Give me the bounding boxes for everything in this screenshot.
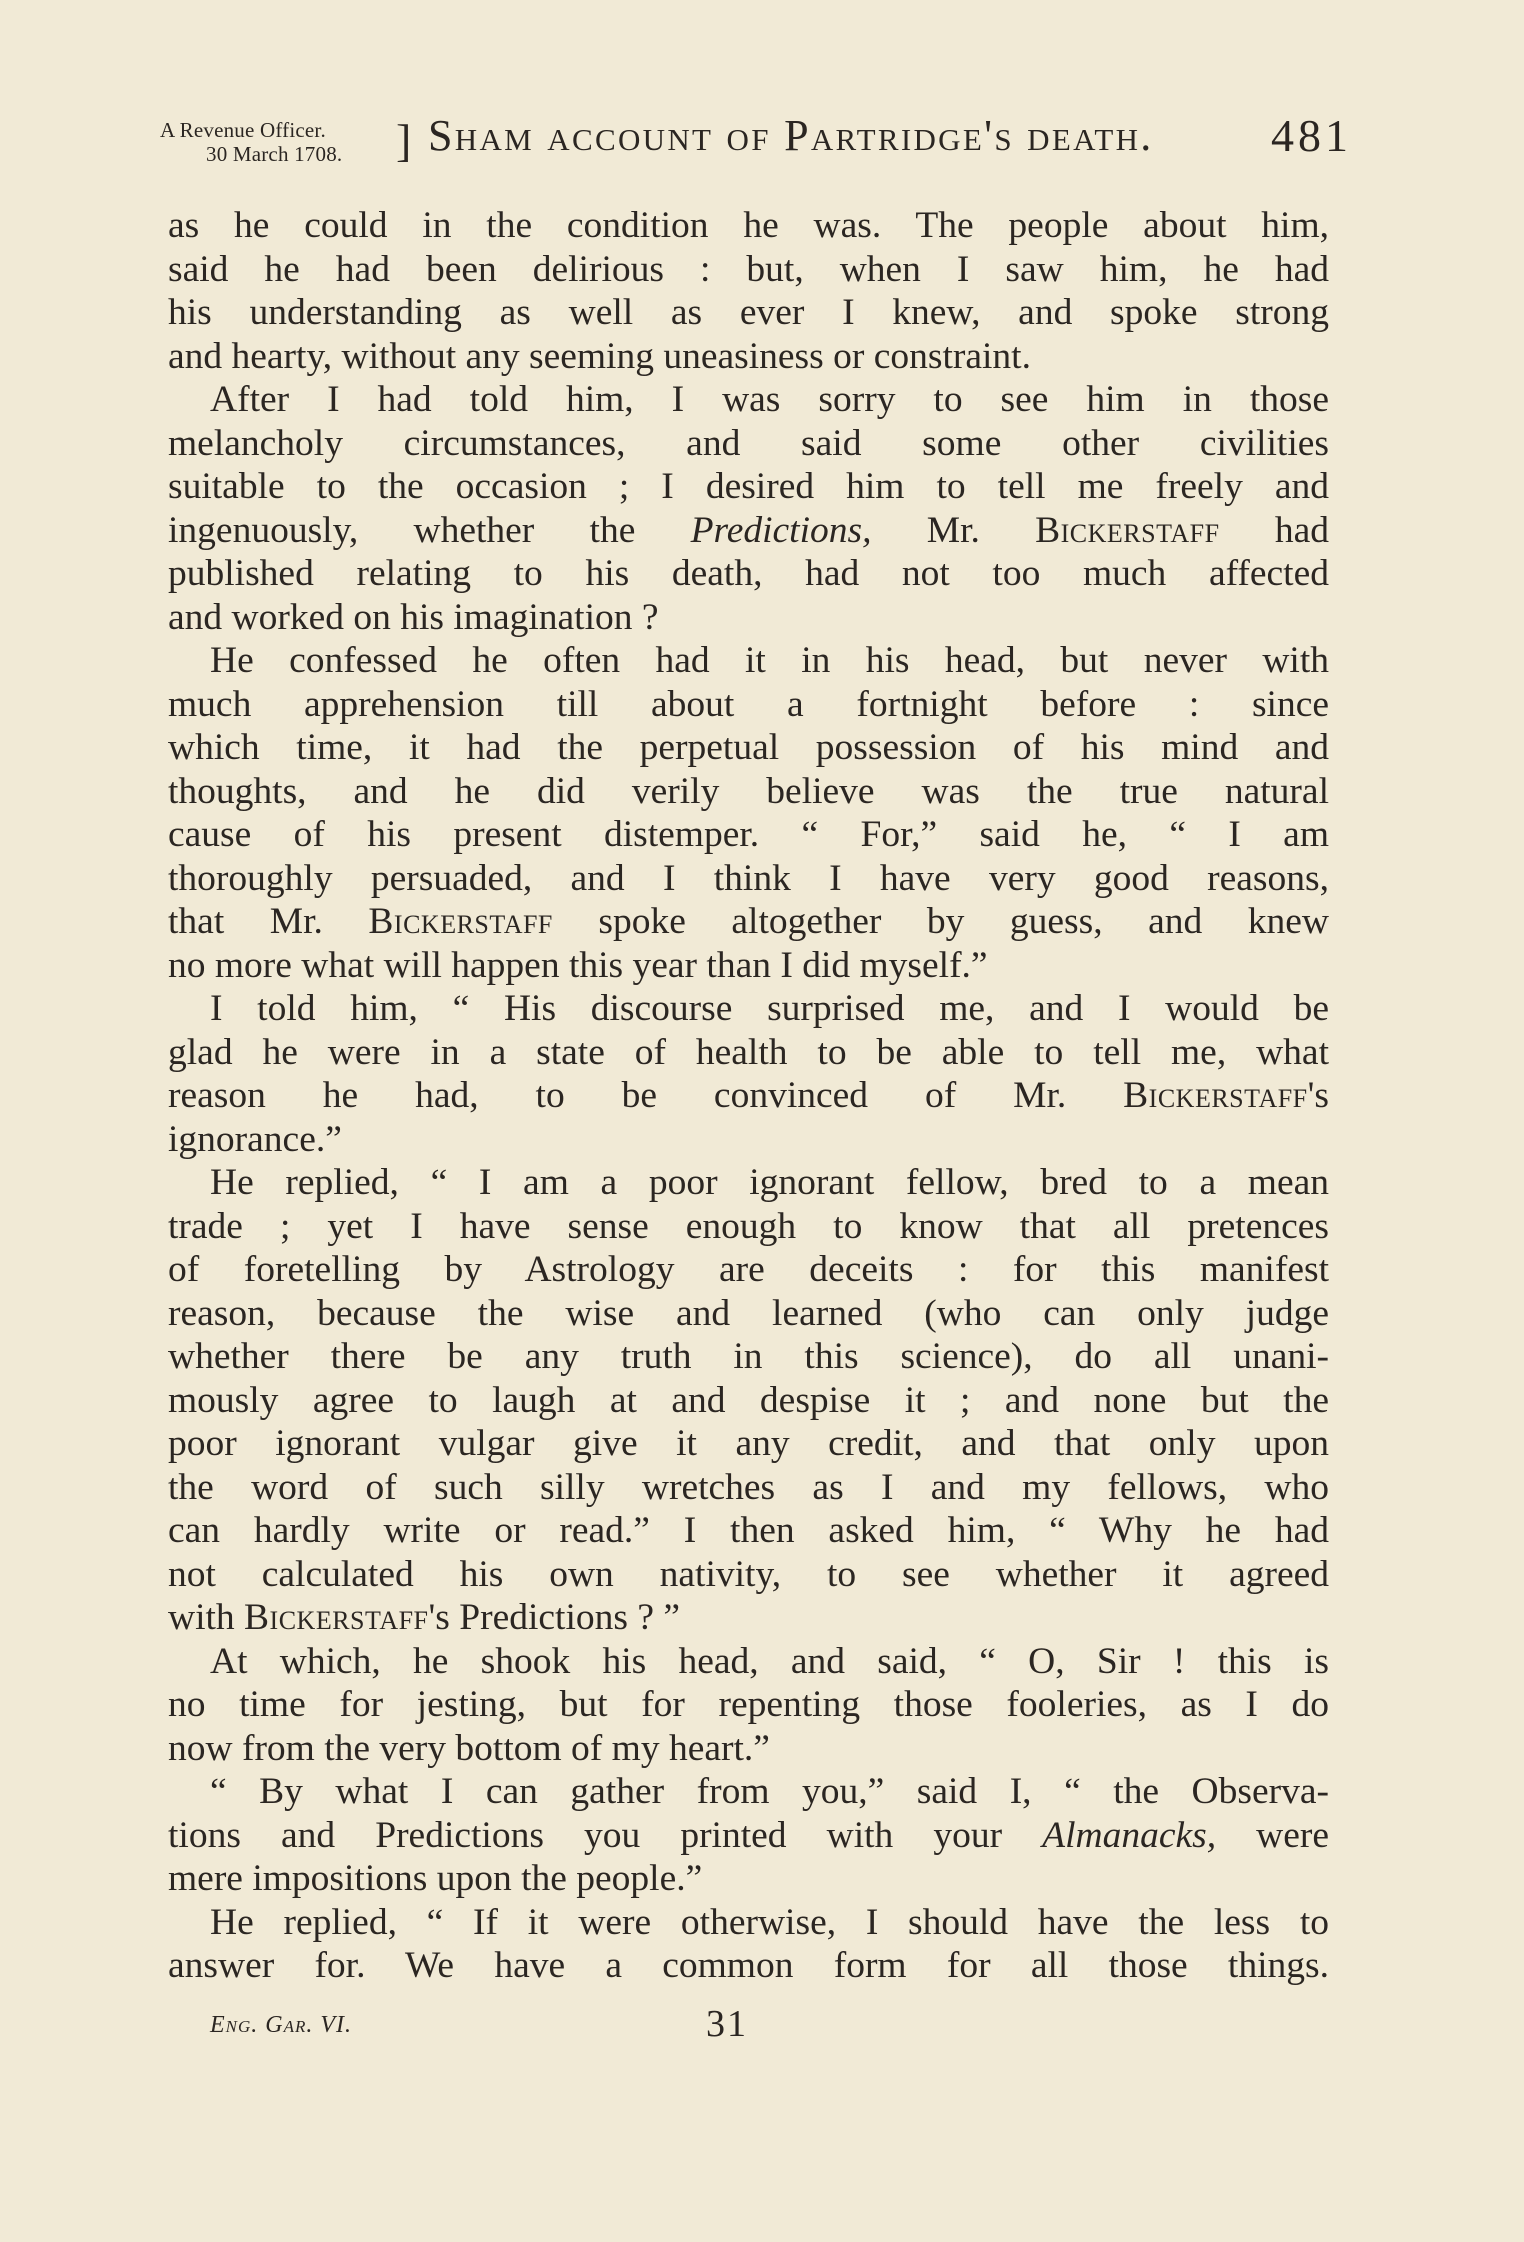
text-line: of foretelling by Astrology are deceits : for this manifest: [168, 1249, 1329, 1290]
name-small-caps: Bickerstaff: [244, 1597, 429, 1638]
text-line: which time, it had the perpetual possession of his mind and: [168, 727, 1329, 768]
text-line: no time for jesting, but for repenting those fooleries, as I do: [168, 1684, 1329, 1725]
text-line: poor ignorant vulgar give it any credit, and that only upon: [168, 1423, 1329, 1464]
text-span: Mr.: [871, 509, 1036, 551]
italic-title: Predictions,: [690, 509, 872, 551]
name-small-caps: Bickerstaff: [1035, 509, 1220, 551]
text-line: the word of such silly wretches as I and my fellows, who: [168, 1466, 1329, 1508]
text-line: mere impositions upon the people.”: [168, 1858, 703, 1899]
text-span: were: [1216, 1814, 1329, 1856]
text-line: After I had told him, I was sorry to see him in those: [210, 379, 1329, 420]
text-line: [168, 1596, 1329, 1640]
text-line: He replied, “ If it were otherwise, I should have the less to: [210, 1901, 1329, 1943]
text-line: answer for. We have a common form for all those things.: [168, 1945, 1329, 1986]
side-note-line-1: A Revenue Officer.: [160, 118, 326, 142]
text-line: not calculated his own nativity, to see whether it agreed: [168, 1553, 1329, 1595]
text-line: now from the very bottom of my heart.”: [168, 1727, 770, 1769]
text-line: At which, he shook his head, and said, “ O, Sir ! this is: [210, 1640, 1329, 1682]
text-line: much apprehension till about a fortnight before : since: [168, 683, 1329, 725]
name-small-caps: Bickerstaff: [368, 901, 553, 942]
text-line: glad he were in a state of health to be able to tell me, what: [168, 1031, 1329, 1073]
running-header: [160, 104, 1352, 164]
side-note: [160, 112, 412, 166]
text-span: that Mr.: [168, 901, 369, 942]
text-line: cause of his present distemper. “ For,” said he, “ I am: [168, 814, 1329, 855]
text-line: his understanding as well as ever I knew, and spoke strong: [168, 292, 1329, 333]
text-line: as he could in the condition he was. The people about him,: [168, 205, 1329, 246]
text-line: can hardly write or read.” I then asked him, “ Why he had: [168, 1510, 1329, 1551]
signature-number: 31: [706, 2003, 748, 2045]
text-line: said he had been delirious : but, when I saw him, he had: [168, 248, 1329, 290]
text-span: 's Predictions ? ”: [428, 1597, 681, 1638]
text-line: He confessed he often had it in his head, but never with: [210, 640, 1329, 681]
text-line: reason, because the wise and learned (who can only judge: [168, 1292, 1329, 1334]
text-line: [168, 1814, 1329, 1858]
side-note-bracket: ]: [396, 115, 412, 166]
name-small-caps: Bickerstaff: [1123, 1075, 1308, 1116]
text-span: reason he had, to be convinced of Mr.: [168, 1075, 1124, 1116]
italic-title: Almanacks,: [1042, 1814, 1217, 1856]
text-line: mously agree to laugh at and despise it ; and none but the: [168, 1379, 1329, 1421]
text-span: 's: [1307, 1075, 1329, 1116]
text-span: with: [168, 1597, 245, 1638]
side-note-line-2: 30 March 1708.: [206, 142, 343, 166]
text-line: whether there be any truth in this science), do all unani-: [168, 1336, 1329, 1377]
text-line: thoughts, and he did verily believe was the true natural: [168, 770, 1329, 812]
body-text: [168, 204, 1329, 1988]
text-line: suitable to the occasion ; I desired him to tell me freely and: [168, 466, 1329, 507]
text-line: ignorance.”: [168, 1118, 342, 1160]
text-line: [168, 900, 1329, 944]
text-line: melancholy circumstances, and said some other civilities: [168, 422, 1329, 464]
text-line: He replied, “ I am a poor ignorant fellow, bred to a mean: [210, 1162, 1329, 1203]
text-span: tions and Predictions you printed with your: [168, 1814, 1043, 1856]
text-span: had: [1219, 509, 1329, 551]
running-title: Sham account of Partridge's death.: [428, 111, 1154, 160]
text-line: I told him, “ His discourse surprised me, and I would be: [210, 988, 1329, 1029]
text-line: and hearty, without any seeming uneasiness or constraint.: [168, 335, 1031, 377]
text-line: no more what will happen this year than I did myself.”: [168, 944, 988, 986]
text-span: ingenuously, whether the: [168, 509, 691, 551]
text-line: published relating to his death, had not too much affected: [168, 553, 1329, 594]
text-line: “ By what I can gather from you,” said I, “ the Observa-: [210, 1771, 1329, 1812]
text-line: trade ; yet I have sense enough to know that all pretences: [168, 1205, 1329, 1247]
text-line: and worked on his imagination ?: [168, 596, 659, 638]
text-line: [168, 509, 1329, 553]
signature-mark: Eng. Gar. VI.: [210, 2012, 353, 2038]
text-line: thoroughly persuaded, and I think I have very good reasons,: [168, 857, 1329, 899]
text-span: spoke altogether by guess, and knew: [552, 901, 1329, 942]
page-number: 481: [1271, 110, 1352, 161]
text-line: [168, 1074, 1329, 1118]
